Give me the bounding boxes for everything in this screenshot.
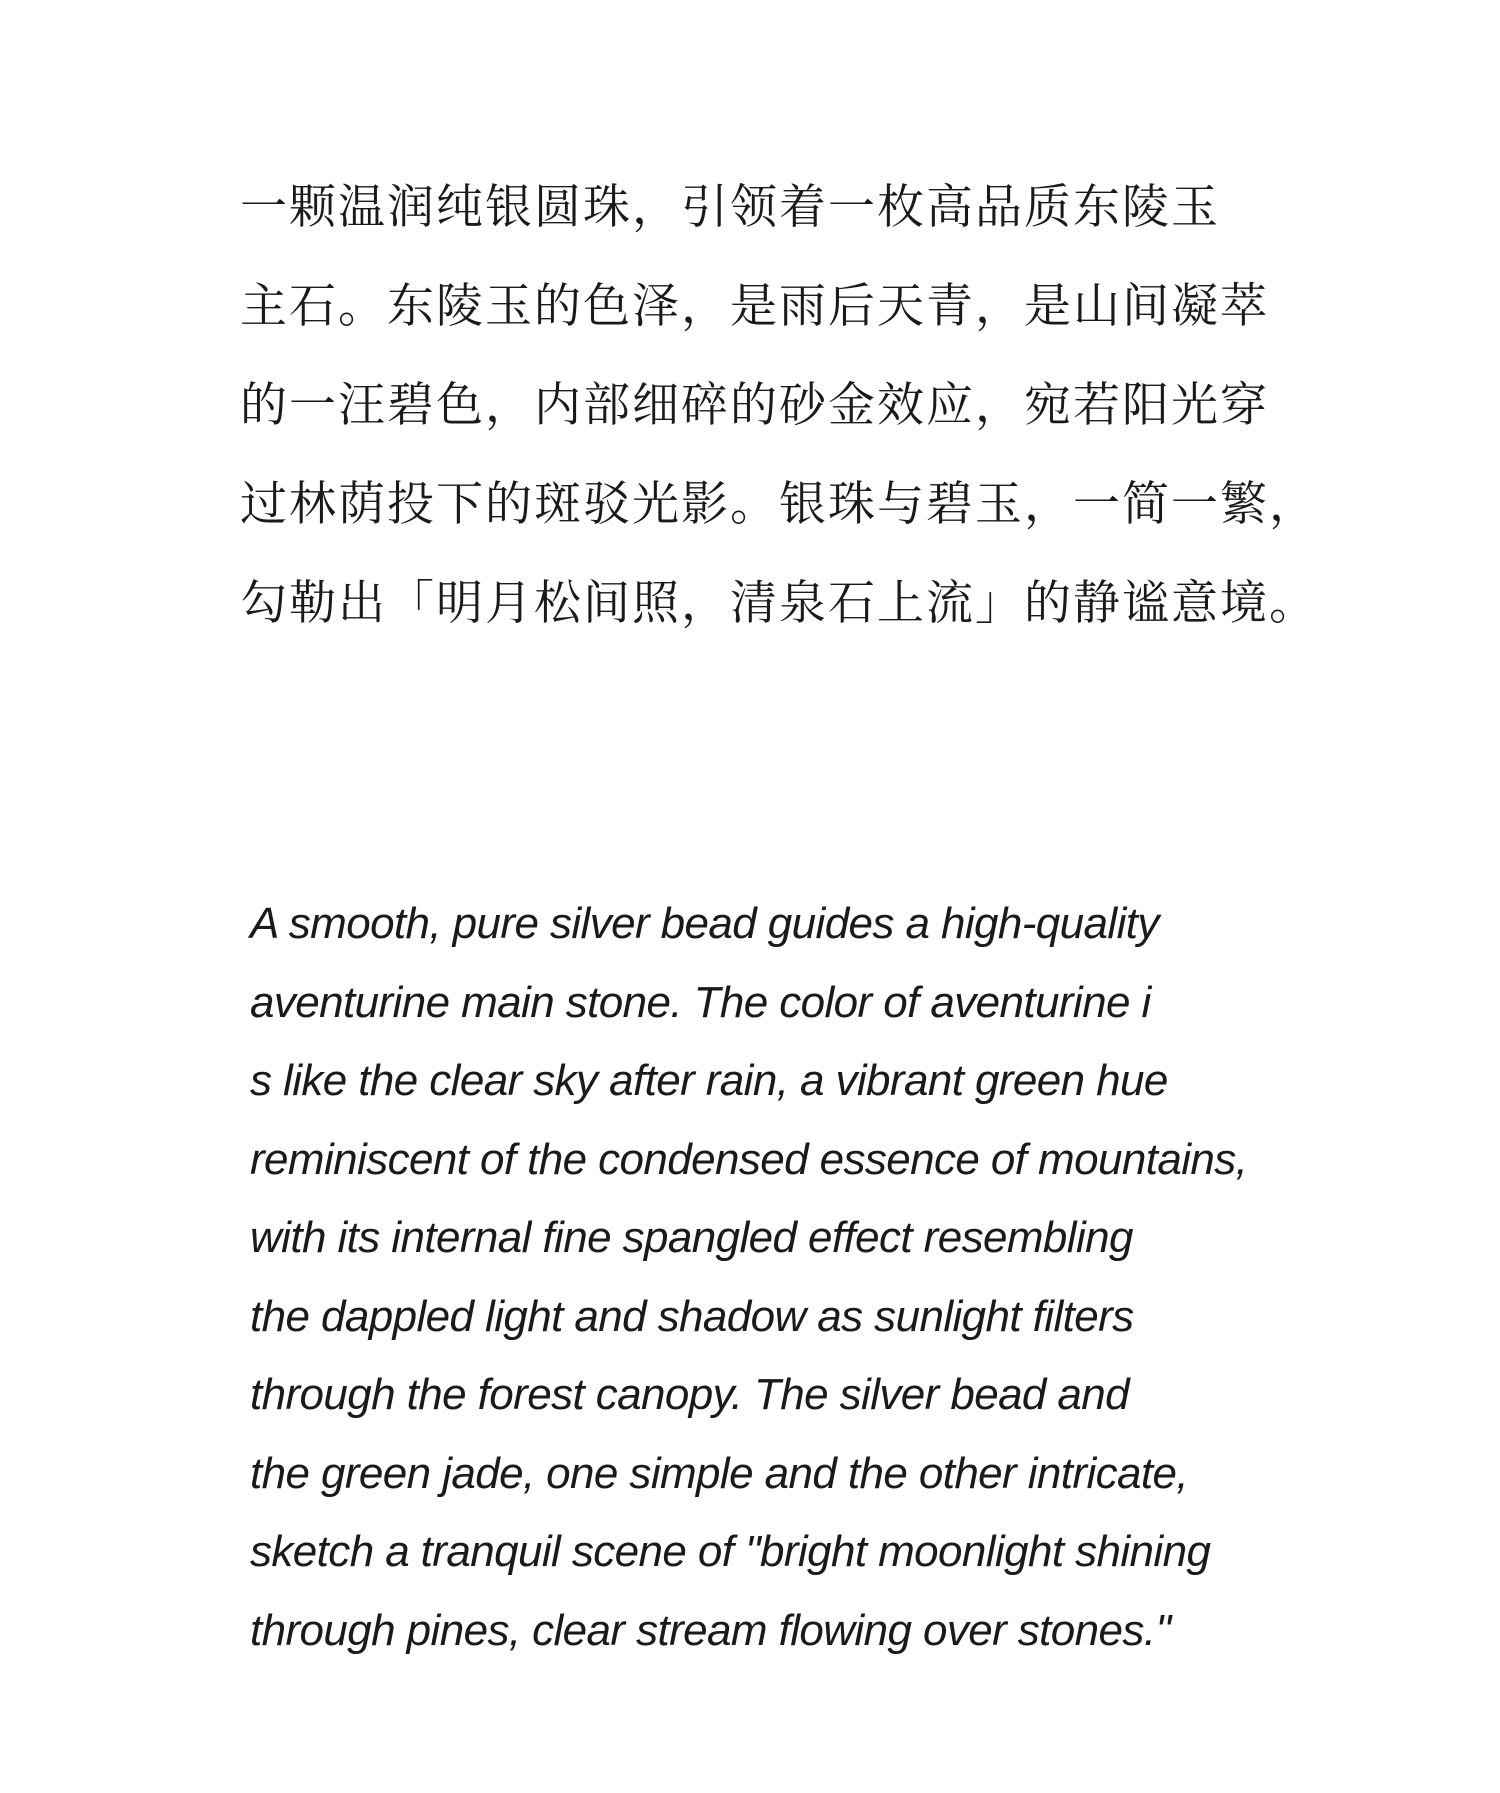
english-description-line: A smooth, pure silver bead guides a high-quality: [250, 899, 1159, 948]
english-description: [250, 885, 1300, 1670]
english-description-line: with its internal fine spangled effect resembling: [250, 1213, 1133, 1262]
english-description-line: the dappled light and shadow as sunlight filters: [250, 1291, 1134, 1341]
chinese-description-line: 主石。东陵玉的色泽，是雨后天青，是山间凝萃: [240, 279, 1269, 334]
english-description-line: sketch a tranquil scene of "bright moonlight shining: [250, 1527, 1211, 1576]
english-description-line: the green jade, one simple and the other intricate,: [250, 1448, 1189, 1498]
english-description-line: through the forest canopy. The silver bead and: [250, 1370, 1130, 1419]
chinese-description-line: 的一汪碧色，内部细碎的砂金效应，宛若阳光穿: [240, 378, 1269, 433]
chinese-description: [240, 158, 1318, 653]
english-description-line: through pines, clear stream flowing over stones.": [250, 1605, 1171, 1655]
english-description-line: s like the clear sky after rain, a vibrant green hue: [250, 1056, 1168, 1105]
chinese-description-line: 一颗温润纯银圆珠，引领着一枚高品质东陵玉: [240, 180, 1220, 235]
english-description-line: aventurine main stone. The color of aventurine i: [250, 977, 1151, 1027]
chinese-description-line: 过林荫投下的斑驳光影。银珠与碧玉，一简一繁，: [240, 477, 1318, 532]
chinese-description-line: 勾勒出「明月松间照，清泉石上流」的静谧意境。: [240, 576, 1318, 631]
english-description-line: reminiscent of the condensed essence of mountains,: [250, 1134, 1248, 1184]
